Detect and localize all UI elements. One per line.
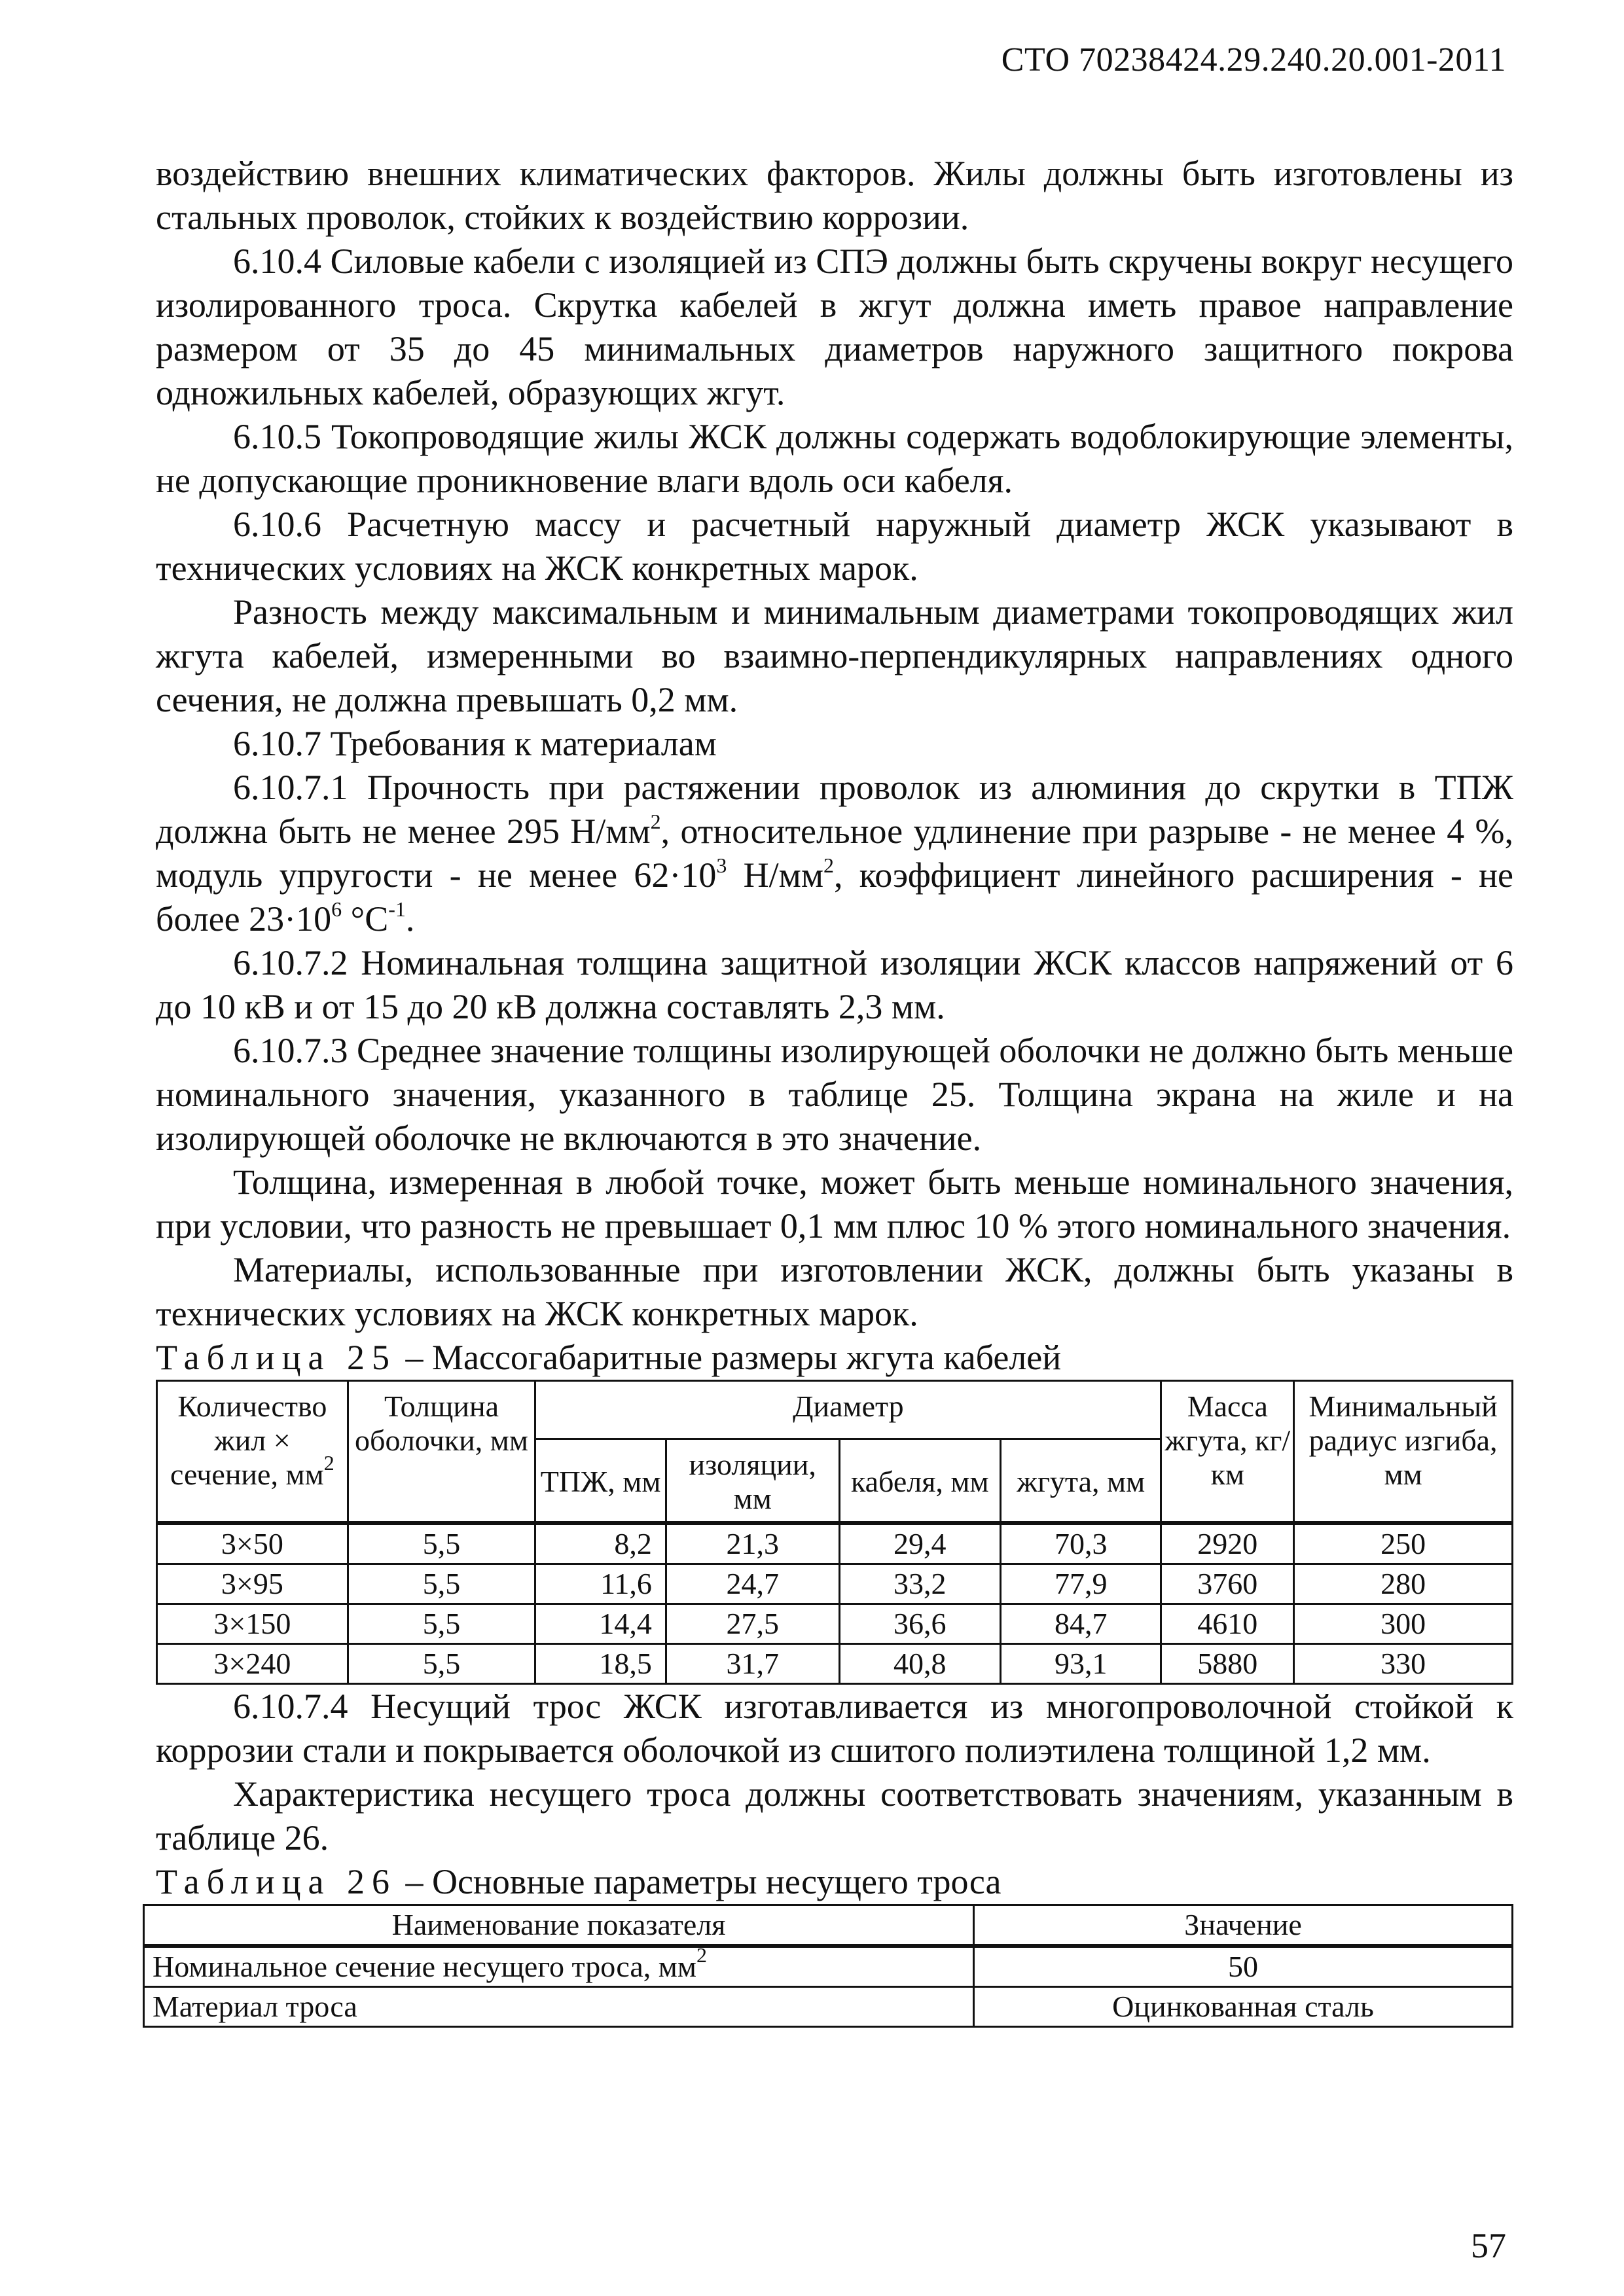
- col-header-sheath: Толщина оболочки, мм: [348, 1381, 535, 1524]
- col-header-value: Значение: [974, 1905, 1513, 1946]
- col-header-tpzh: ТПЖ, мм: [535, 1439, 666, 1524]
- table-cell: 5880: [1161, 1644, 1294, 1684]
- document-code-header: СТО 70238424.29.240.20.001-2011: [1001, 41, 1506, 79]
- table-cell: 8,2: [535, 1523, 666, 1564]
- table-cell: 3×95: [157, 1564, 348, 1604]
- table-row: [157, 1523, 1513, 1564]
- table-25-caption: Таблица 25 – Массогабаритные размеры жгута кабелей: [156, 1338, 1062, 1377]
- table-cell: 18,5: [535, 1644, 666, 1684]
- table-25: [156, 1380, 1513, 1685]
- paragraph-rope-characteristics: Характеристика несущего троса должны соответствовать значениям, указанным в таблице 26.: [156, 1774, 1513, 1857]
- paragraph-6-10-6: 6.10.6 Расчетную массу и расчетный наружный диаметр ЖСК указывают в технических условиях на ЖСК конкретных марок.: [156, 505, 1513, 588]
- table-cell: 250: [1294, 1523, 1513, 1564]
- table-row: [157, 1564, 1513, 1604]
- table-cell: 5,5: [348, 1604, 535, 1644]
- table-cell: 77,9: [1001, 1564, 1161, 1604]
- table-cell: 5,5: [348, 1644, 535, 1684]
- table-cell: 70,3: [1001, 1523, 1161, 1564]
- table-cell: 14,4: [535, 1604, 666, 1644]
- table-cell: 33,2: [839, 1564, 1001, 1604]
- table-cell: 27,5: [666, 1604, 839, 1644]
- paragraph-6-10-7: 6.10.7 Требования к материалам: [233, 724, 717, 763]
- table-cell: 31,7: [666, 1644, 839, 1684]
- table-cell: 11,6: [535, 1564, 666, 1604]
- col-header-mass: Масса жгута, кг/км: [1161, 1381, 1294, 1524]
- table-header-row: [144, 1905, 1513, 1946]
- table-row: [144, 1987, 1513, 2027]
- page-number: 57: [1471, 2226, 1506, 2265]
- col-header-bundle: жгута, мм: [1001, 1439, 1161, 1524]
- table-cell: 3×240: [157, 1644, 348, 1684]
- table-cell: Оцинкованная сталь: [974, 1987, 1513, 2027]
- table-cell: 300: [1294, 1604, 1513, 1644]
- col-header-diameter: Диаметр: [535, 1381, 1161, 1439]
- table-cell: 330: [1294, 1644, 1513, 1684]
- paragraph-diameter-difference: Разность между максимальным и минимальным диаметрами токопроводящих жил жгута кабелей, измеренными во взаимно-перпендикулярных направлениях одного сечения, не должна превышать 0,2 мм.: [156, 592, 1513, 719]
- col-header-insulation: изоляции, мм: [666, 1439, 839, 1524]
- table-cell: Материал троса: [144, 1987, 974, 2027]
- paragraph-6-10-5: 6.10.5 Токопроводящие жилы ЖСК должны содержать водоблокирующие элементы, не допускающие проникновение влаги вдоль оси кабеля.: [156, 417, 1513, 500]
- table-cell: 5,5: [348, 1564, 535, 1604]
- table-cell: Номинальное сечение несущего троса, $мм^2$: [144, 1946, 974, 1987]
- table-cell: 3760: [1161, 1564, 1294, 1604]
- table-cell: 40,8: [839, 1644, 1001, 1684]
- paragraph-6-10-7-4: 6.10.7.4 Несущий трос ЖСК изготавливается из многопроволочной стойкой к коррозии стали и покрывается оболочкой из сшитого полиэтилена толщиной 1,2 мм.: [156, 1687, 1513, 1770]
- col-header-count: Количество жил × сечение, $мм^2$: [157, 1381, 348, 1524]
- table-cell: 21,3: [666, 1523, 839, 1564]
- paragraph-continuation: воздействию внешних климатических факторов. Жилы должны быть изготовлены из стальных проволок, стойких к воздействию коррозии.: [156, 154, 1513, 237]
- paragraph-6-10-4: 6.10.4 Силовые кабели с изоляцией из СПЭ должны быть скручены вокруг несущего изолированного троса. Скрутка кабелей в жгут должна иметь правое направление размером от 35 до 45 минимальных диаметров наружного защитного покрова одножильных кабелей, образующих жгут.: [156, 242, 1513, 412]
- table-26-caption: Таблица 26 – Основные параметры несущего троса: [156, 1862, 1001, 1901]
- table-cell: 29,4: [839, 1523, 1001, 1564]
- paragraph-6-10-7-2: 6.10.7.2 Номинальная толщина защитной изоляции ЖСК классов напряжений от 6 до 10 кВ и от 15 до 20 кВ должна составлять 2,3 мм.: [156, 943, 1513, 1026]
- table-cell: 36,6: [839, 1604, 1001, 1644]
- table-row: [157, 1644, 1513, 1684]
- table-cell: 4610: [1161, 1604, 1294, 1644]
- table-cell: 50: [974, 1946, 1513, 1987]
- table-cell: 5,5: [348, 1523, 535, 1564]
- table-25-label: Таблица 25: [156, 1338, 397, 1377]
- table-cell: 3×50: [157, 1523, 348, 1564]
- table-row: [144, 1946, 1513, 1987]
- page-content: [153, 152, 1513, 2028]
- col-header-parameter: Наименование показателя: [144, 1905, 974, 1946]
- table-26: [143, 1904, 1513, 2028]
- col-header-cable: кабеля, мм: [839, 1439, 1001, 1524]
- col-header-radius: Минимальный радиус изгиба, мм: [1294, 1381, 1513, 1524]
- table-cell: 280: [1294, 1564, 1513, 1604]
- table-row: [157, 1604, 1513, 1644]
- paragraph-6-10-7-3: 6.10.7.3 Среднее значение толщины изолирующей оболочки не должно быть меньше номинального значения, указанного в таблице 25. Толщина экрана на жиле и на изолирующей оболочке не включаются в это значение.: [156, 1031, 1513, 1158]
- paragraph-6-10-7-1: 6.10.7.1 Прочность при растяжении проволок из алюминия до скрутки в ТПЖ должна быть не менее 295 $Н/мм^2$, относительное удлинение при разрыве - не менее 4 %, модуль упругости - не менее $62\cdot 10^3$ $Н/мм^2$, коэффициент линейного расширения - не более $23\cdot 10^6$ $^\circ С^{-1}$.: [156, 768, 1513, 939]
- paragraph-materials: Материалы, использованные при изготовлении ЖСК, должны быть указаны в технических условиях на ЖСК конкретных марок.: [156, 1250, 1513, 1333]
- table-cell: 84,7: [1001, 1604, 1161, 1644]
- table-cell: 2920: [1161, 1523, 1294, 1564]
- table-cell: 3×150: [157, 1604, 348, 1644]
- table-cell: 24,7: [666, 1564, 839, 1604]
- table-cell: 93,1: [1001, 1644, 1161, 1684]
- paragraph-thickness: Толщина, измеренная в любой точке, может быть меньше номинального значения, при условии, что разность не превышает 0,1 мм плюс 10 % этого номинального значения.: [156, 1162, 1513, 1246]
- table-26-label: Таблица 26: [156, 1862, 397, 1901]
